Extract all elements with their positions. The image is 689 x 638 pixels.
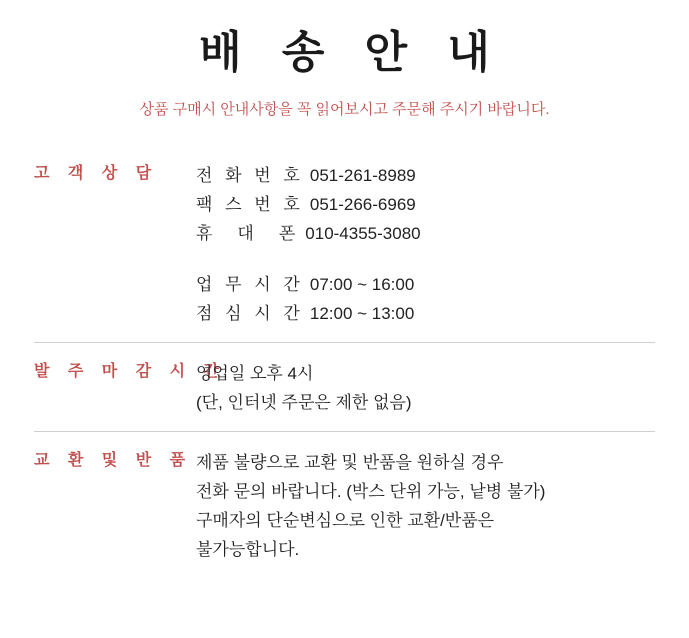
spacer [196, 248, 655, 270]
info-sections [0, 161, 689, 578]
exchange-return-line-2: 전화 문의 바랍니다. (박스 단위 가능, 낱병 불가) [196, 482, 546, 501]
contact-row-phone [196, 161, 655, 190]
section-label-order-cutoff: 발 주 마 감 시 간 [34, 363, 226, 380]
page-subtitle: 상품 구매시 안내사항을 꼭 읽어보시고 주문해 주시기 바랍니다. [139, 101, 550, 118]
section-exchange-return [34, 431, 655, 578]
section-customer-support [34, 161, 655, 342]
hours-key-business: 업 무 시 간 [196, 275, 304, 294]
hours-value-business: 07:00 ~ 16:00 [309, 275, 415, 294]
section-body-exchange-return [196, 448, 655, 564]
section-label-customer-support: 고 객 상 담 [34, 165, 159, 182]
exchange-return-line-3: 구매자의 단순변심으로 인한 교환/반품은 [196, 511, 495, 530]
section-body-customer-support [196, 161, 655, 328]
contact-value-phone: 051-261-8989 [309, 166, 416, 185]
hours-key-lunch: 점 심 시 간 [196, 304, 304, 323]
contact-key-mobile: 휴 대 폰 [196, 224, 300, 243]
section-order-cutoff [34, 342, 655, 431]
order-cutoff-line-2: (단, 인터넷 주문은 제한 없음) [196, 393, 412, 412]
section-label-exchange-return: 교 환 및 반 품 [34, 452, 193, 469]
contact-row-fax [196, 190, 655, 219]
exchange-return-line-4: 불가능합니다. [196, 540, 300, 559]
hours-value-lunch: 12:00 ~ 13:00 [309, 304, 415, 323]
order-cutoff-line-1: 영업일 오후 4시 [196, 364, 314, 383]
hours-row-business [196, 270, 655, 299]
hours-row-lunch [196, 299, 655, 328]
contact-row-mobile [196, 219, 655, 248]
contact-key-phone: 전 화 번 호 [196, 166, 304, 185]
contact-value-mobile: 010-4355-3080 [305, 224, 421, 243]
page-title: 배 송 안 내 [199, 28, 504, 77]
contact-key-fax: 팩 스 번 호 [196, 195, 304, 214]
section-body-order-cutoff [196, 359, 655, 417]
exchange-return-line-1: 제품 불량으로 교환 및 반품을 원하실 경우 [196, 453, 504, 472]
contact-value-fax: 051-266-6969 [309, 195, 416, 214]
